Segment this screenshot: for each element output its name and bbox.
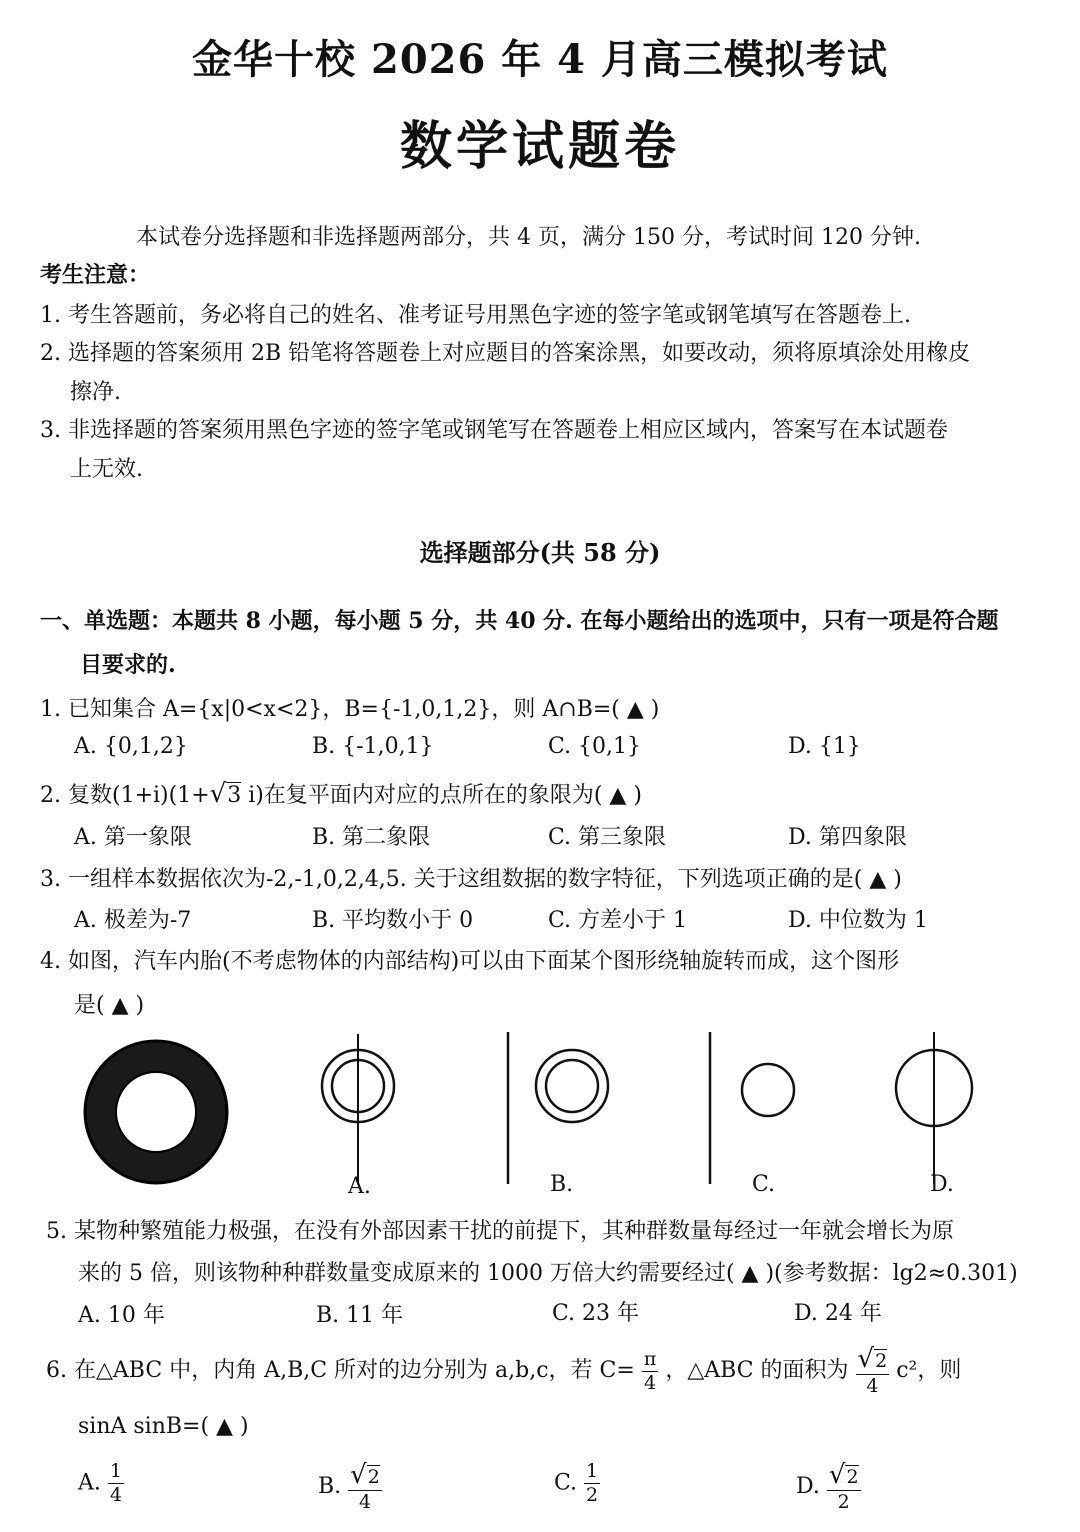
q1-option-d: D. {1} (788, 734, 861, 759)
q6-option-a (78, 1462, 124, 1505)
q6-option-c (554, 1462, 600, 1505)
q4-figure (0, 1024, 1080, 1204)
q2-stem-pre: 2. 复数(1+i)(1+ (40, 783, 210, 808)
notice-item-3: 3. 非选择题的答案须用黑色字迹的签字笔或钢笔写在答题卷上相应区域内，答案写在本试题卷 (40, 418, 948, 443)
q6-option-a-fraction (108, 1462, 124, 1505)
q5-stem: 5. 某物种繁殖能力极强，在没有外部因素干扰的前提下，其种群数量每经过一年就会增长为原 (46, 1219, 954, 1244)
frac-den: 2 (837, 1491, 850, 1513)
q6-stem-pre: 6. 在△ABC 中，内角 A,B,C 所对的边分别为 a,b,c，若 C= (46, 1358, 635, 1383)
q6-option-d-fraction (827, 1462, 861, 1512)
q3-option-a: A. 极差为-7 (74, 908, 192, 933)
q4-stem: 4. 如图，汽车内胎(不考虑物体的内部结构)可以由下面某个图形绕轴旋转而成，这个图形 (40, 949, 900, 974)
q1-option-c: C. {0,1} (548, 734, 642, 759)
figure-option-c (710, 1032, 794, 1184)
frac-den: 4 (109, 1484, 122, 1506)
sqrt-symbol: √ (350, 1460, 367, 1490)
q6-stem-cont: sinA sinB=( ▲ ) (78, 1414, 249, 1439)
q1-stem: 1. 已知集合 A={x|0<x<2}，B={-1,0,1,2}，则 A∩B=( ▲ ) (40, 697, 660, 722)
part1-instructions-cont: 目要求的. (80, 652, 176, 678)
q5-option-c: C. 23 年 (552, 1301, 640, 1326)
q6-stem-post: c²，则 (896, 1358, 962, 1383)
figure-option-d (896, 1032, 972, 1184)
radicand: 2 (846, 1466, 859, 1488)
q2-stem (40, 778, 642, 809)
notice-title: 考生注意： (40, 262, 151, 288)
q4-label-a: A. (348, 1174, 371, 1199)
q2-option-d: D. 第四象限 (788, 825, 907, 850)
sqrt-symbol: √ (828, 1460, 846, 1490)
frac-num (827, 1462, 861, 1491)
q4-stem-cont: 是( ▲ ) (74, 993, 145, 1018)
q6-stem (46, 1346, 961, 1396)
q2-radicand: 3 (227, 783, 242, 808)
figure-option-b (508, 1032, 608, 1184)
q4-label-c: C. (752, 1172, 776, 1197)
notice-item-2-cont: 擦净. (70, 380, 121, 405)
q5-option-a: A. 10 年 (78, 1303, 165, 1328)
q6-four: 4 (644, 1371, 657, 1394)
part1-instructions: 一、单选题：本题共 8 小题，每小题 5 分，共 40 分. 在每小题给出的选项中，只有一项是符合题 (40, 608, 999, 634)
paper-title: 数学试题卷 (399, 116, 680, 177)
q2-option-c: C. 第三象限 (548, 825, 667, 850)
intro-text: 本试卷分选择题和非选择题两部分，共 4 页，满分 150 分，考试时间 120 分钟. (136, 225, 921, 250)
q2-option-a: A. 第一象限 (74, 825, 192, 850)
section-title: 选择题部分(共 58 分) (419, 538, 661, 567)
q6-option-c-label: C. (554, 1470, 578, 1496)
q6-option-c-fraction (584, 1462, 600, 1505)
q6-option-d-label: D. (796, 1474, 820, 1499)
frac-den: 4 (358, 1491, 372, 1513)
q6-angle-fraction (642, 1347, 659, 1394)
q6-area-fraction (856, 1346, 890, 1396)
frac-num (348, 1462, 382, 1491)
q3-stem: 3. 一组样本数据依次为-2,-1,0,2,4,5. 关于这组数据的数字特征，下列选项正确的是( ▲ ) (40, 867, 902, 892)
q1-option-a: A. {0,1,2} (74, 734, 188, 759)
q4-label-b: B. (550, 1172, 574, 1197)
q1-option-b: B. {-1,0,1} (312, 734, 434, 759)
q4-label-d: D. (930, 1172, 954, 1197)
radicand: 2 (367, 1466, 380, 1488)
figure-option-a (322, 1034, 394, 1182)
q6-option-b-label: B. (318, 1474, 342, 1499)
q6-area-den: 4 (866, 1375, 879, 1397)
notice-item-2: 2. 选择题的答案须用 2B 铅笔将答题卷上对应题目的答案涂黑，如要改动，须将原填涂处用橡皮 (40, 341, 971, 366)
frac-num: 1 (109, 1460, 122, 1482)
q2-stem-post: i)在复平面内对应的点所在的象限为( ▲ ) (241, 783, 642, 808)
q5-option-d: D. 24 年 (794, 1301, 882, 1326)
frac-den: 2 (586, 1484, 599, 1506)
q6-pi: π (643, 1347, 657, 1370)
q2-option-b: B. 第二象限 (312, 825, 431, 850)
exam-header: 金华十校 2026 年 4 月高三模拟考试 (192, 36, 888, 83)
sqrt-symbol: √ (857, 1344, 875, 1374)
frac-num: 1 (586, 1460, 599, 1482)
tire-image (85, 1041, 227, 1183)
sqrt-symbol: √ (209, 779, 227, 809)
notice-item-3-cont: 上无效. (70, 457, 143, 482)
q6-option-a-label: A. (78, 1470, 101, 1496)
q3-option-b: B. 平均数小于 0 (312, 908, 474, 933)
q3-option-c: C. 方差小于 1 (548, 908, 688, 933)
q5-option-b: B. 11 年 (316, 1303, 404, 1328)
notice-item-1: 1. 考生答题前，务必将自己的姓名、准考证号用黑色字迹的签字笔或钢笔填写在答题卷上. (40, 303, 911, 328)
q6-area-radicand: 2 (875, 1350, 888, 1372)
q6-option-b (318, 1462, 382, 1512)
q6-option-b-fraction (348, 1462, 382, 1512)
q6-area-num (856, 1346, 890, 1375)
q5-stem-cont: 来的 5 倍，则该物种种群数量变成原来的 1000 万倍大约需要经过( ▲ )(参考数据：lg2≈0.301) (78, 1261, 1018, 1286)
q6-stem-mid: ，△ABC 的面积为 (665, 1358, 849, 1383)
q3-option-d: D. 中位数为 1 (788, 908, 928, 933)
q6-option-d (796, 1462, 861, 1512)
